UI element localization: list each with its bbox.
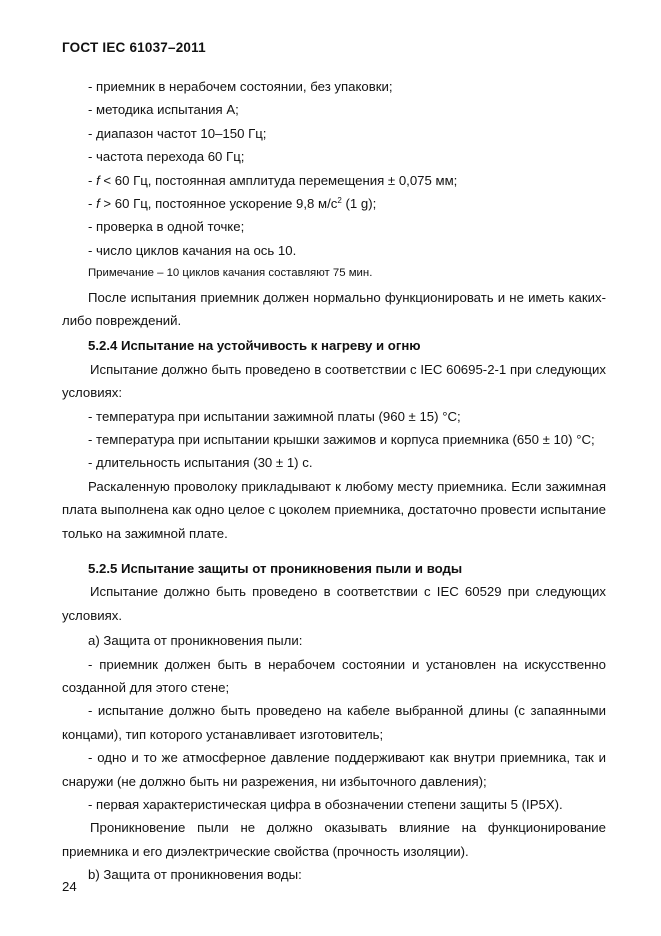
section-heading-5-2-4: 5.2.4 Испытание на устойчивость к нагреву и огню: [88, 338, 421, 354]
list-item: - приемник должен быть в нерабочем состоянии и установлен на искусственно созданной для этого стене;: [62, 656, 606, 695]
paragraph-intro: Испытание должно быть проведено в соответствии с IEC 60529 при следующих условиях.: [62, 584, 606, 623]
frequency-symbol: f: [96, 172, 100, 188]
paragraph-intro: Испытание должно быть проведено в соответствии с IEC 60695-2-1 при следующих условиях:: [62, 361, 606, 401]
paragraph-after-test: После испытания приемник должен нормально функционировать и не иметь каких-либо повреждений.: [62, 289, 606, 328]
prefix: -: [88, 172, 97, 188]
prefix: -: [88, 195, 97, 211]
text: > 60 Гц, постоянное ускорение 9,8 м/с: [99, 195, 338, 211]
note: Примечание – 10 циклов качания составляют 75 мин.: [88, 267, 373, 280]
list-item: - приемник в нерабочем состоянии, без упаковки;: [88, 79, 393, 94]
subsection-label-b: b) Защита от проникновения воды:: [88, 867, 302, 883]
list-item: - одно и то же атмосферное давление поддерживают как внутри приемника, так и снаружи (не должно быть ни разрежения, ни избыточного давления);: [62, 750, 606, 789]
list-item: - температура при испытании зажимной платы (960 ± 15) °С;: [88, 408, 461, 424]
list-item: - частота перехода 60 Гц;: [88, 149, 245, 165]
paragraph: Проникновение пыли не должно оказывать влияние на функционирование приемника и его диэлектрические свойства (прочность изоляции).: [62, 820, 606, 859]
list-item: - диапазон частот 10–150 Гц;: [88, 125, 267, 141]
list-item: - проверка в одной точке;: [88, 219, 245, 235]
superscript: 2: [337, 195, 342, 205]
page-number: 24: [62, 879, 77, 894]
list-item: - число циклов качания на ось 10.: [88, 242, 297, 258]
frequency-symbol: f: [96, 195, 100, 211]
list-item: - температура при испытании крышки зажимов и корпуса приемника (650 ± 10) °С;: [88, 431, 595, 447]
list-item-frequency-high: [62, 192, 606, 215]
tail: (1 g);: [341, 195, 377, 211]
subsection-label-a: a) Защита от проникновения пыли:: [88, 633, 303, 649]
list-item: - методика испытания А;: [88, 102, 239, 118]
text: < 60 Гц, постоянная амплитуда перемещения ± 0,075 мм;: [99, 172, 458, 188]
paragraph: Раскаленную проволоку прикладывают к любому месту приемника. Если зажимная плата выполнена как одно целое с цоколем приемника, достаточно провести испытание только на зажимной плате.: [62, 478, 606, 541]
document-body: [62, 75, 606, 887]
list-item: - первая характеристическая цифра в обозначении степени защиты 5 (IP5X).: [88, 796, 563, 812]
document-header: ГОСТ IEC 61037–2011: [62, 40, 206, 55]
list-item: - длительность испытания (30 ± 1) с.: [88, 455, 313, 471]
section-heading-5-2-5: 5.2.5 Испытание защиты от проникновения пыли и воды: [88, 560, 463, 576]
list-item: - испытание должно быть проведено на кабеле выбранной длины (с запаянными концами), тип которого устанавливает изготовитель;: [62, 703, 606, 742]
list-item-frequency-low: [62, 169, 606, 192]
